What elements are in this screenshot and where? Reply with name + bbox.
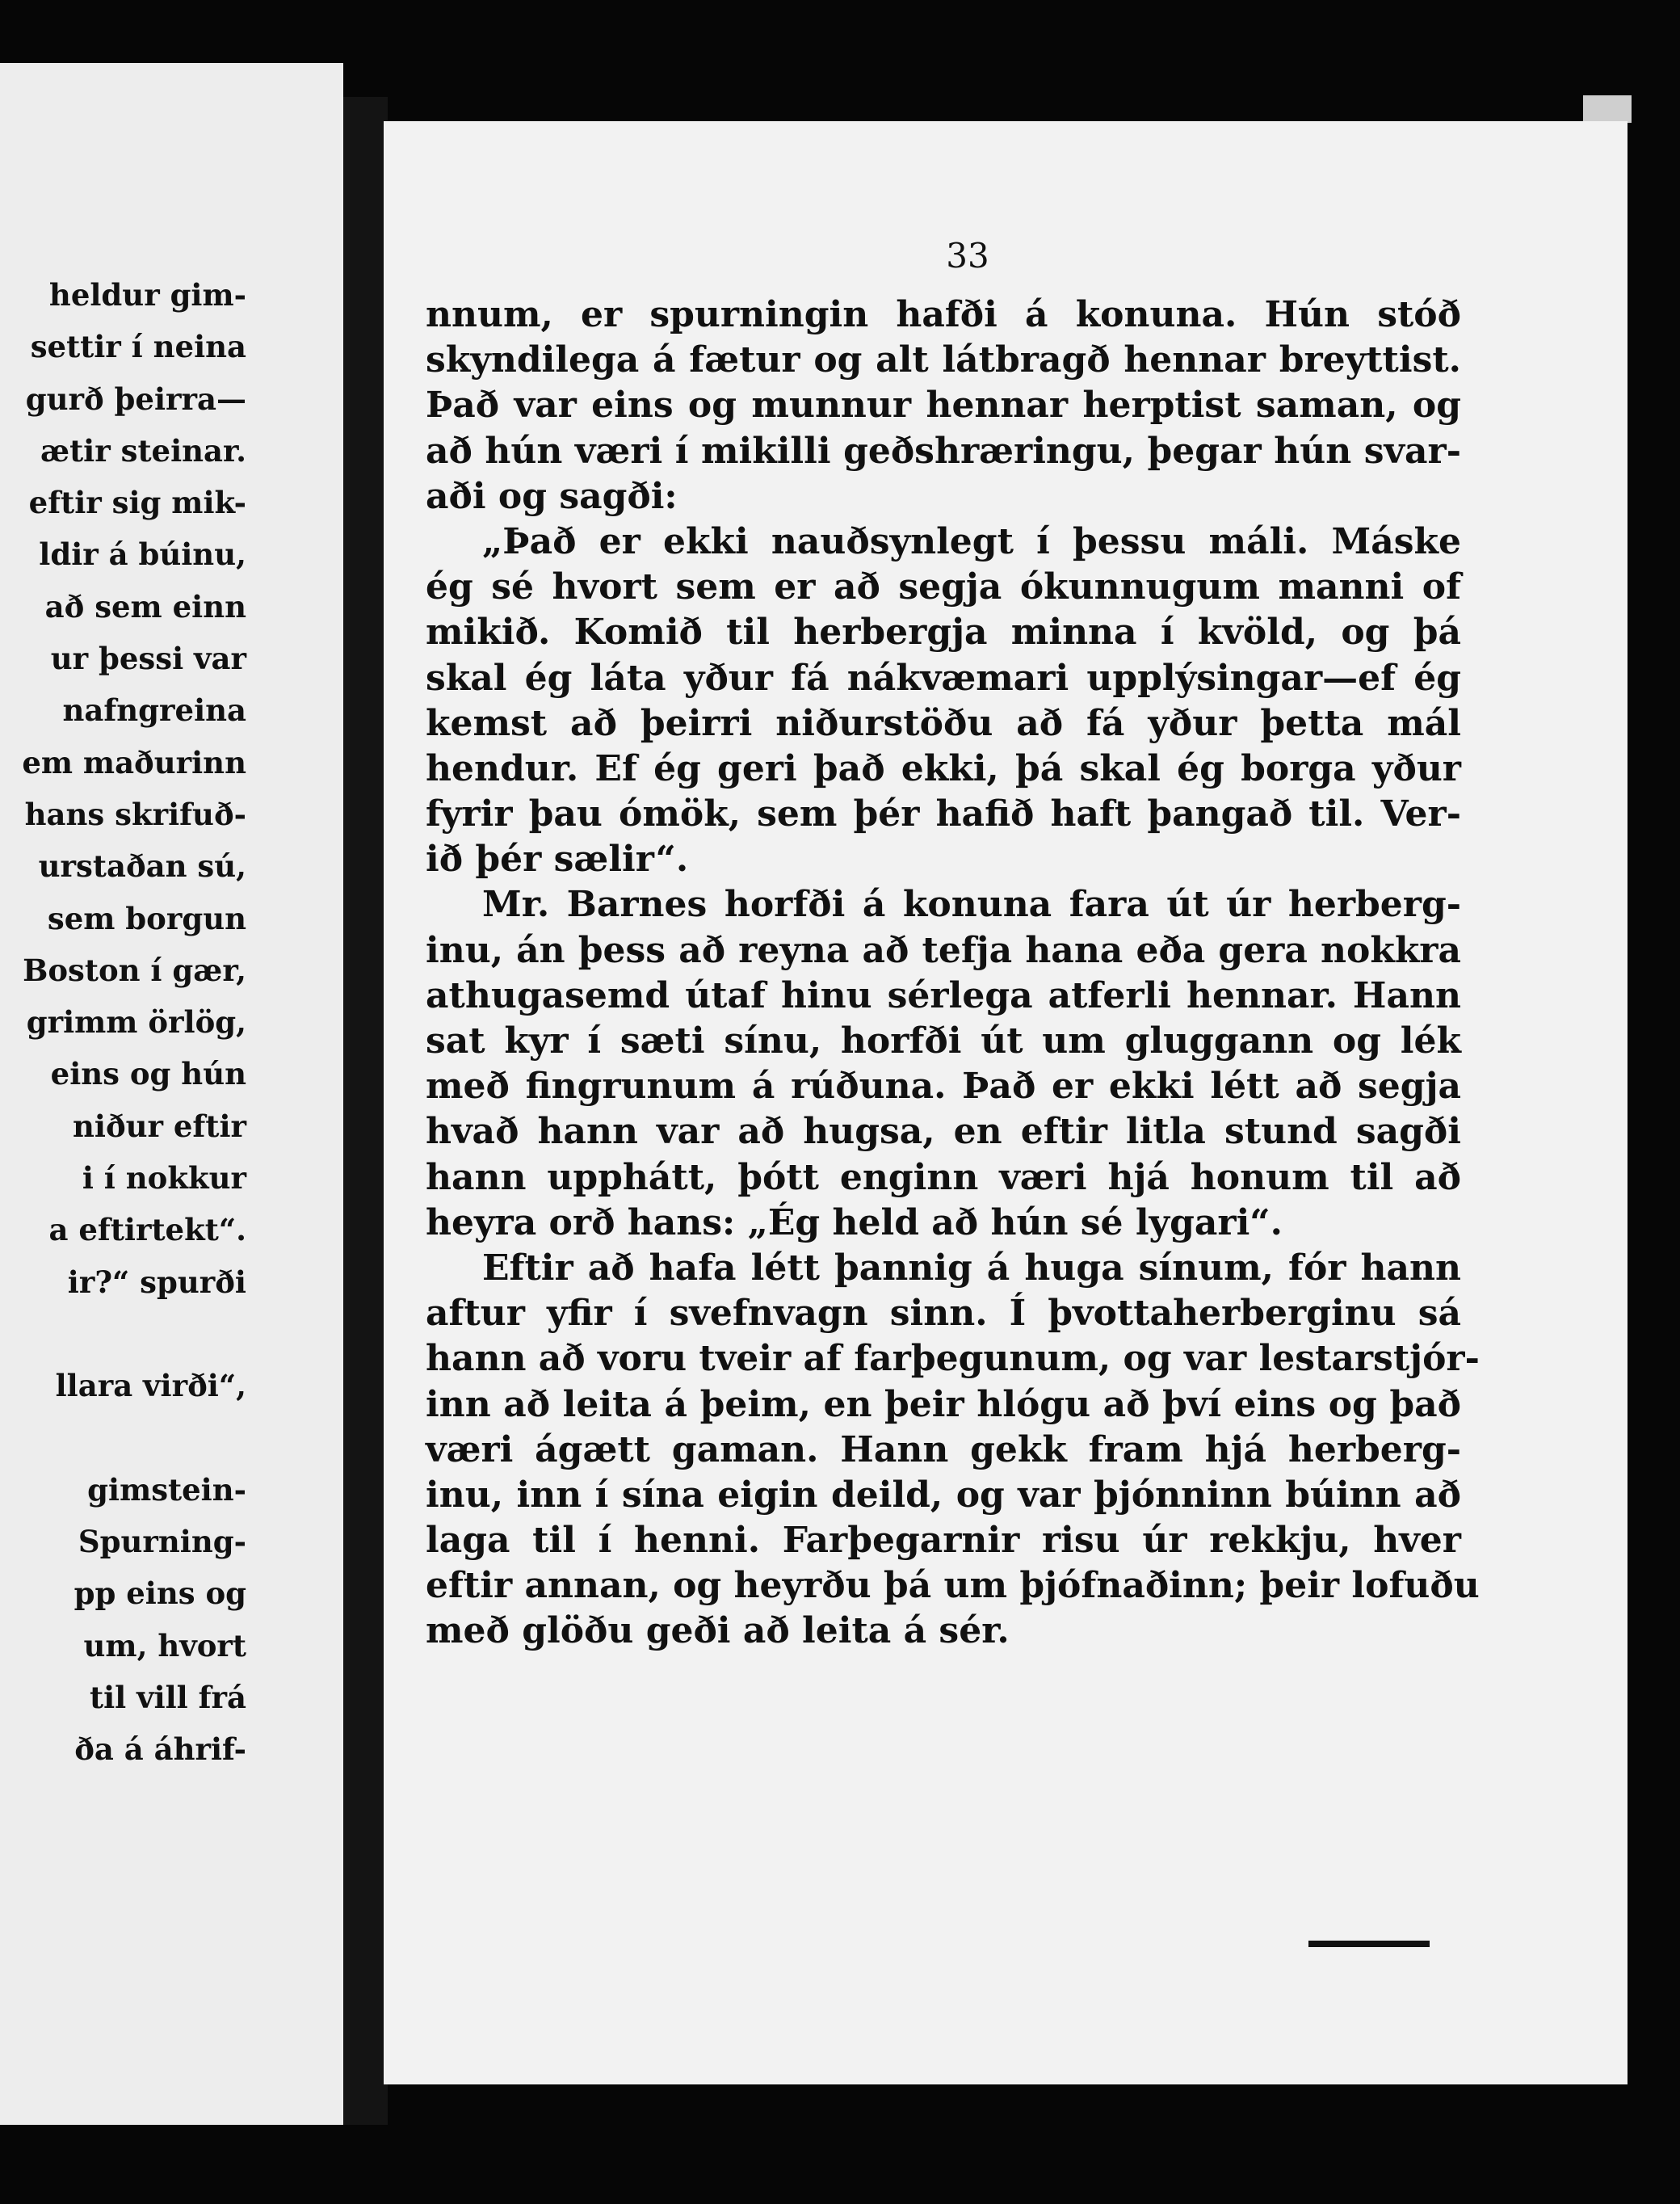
text-line: Mr. Barnes horfði á konuna fara út úr herberg-	[482, 884, 1461, 926]
left-line: ir?“ spurði	[67, 1264, 246, 1300]
left-line: nafngreina	[62, 692, 246, 729]
text-line: „Það er ekki nauðsynlegt í þessu máli. Máske	[482, 520, 1461, 562]
text-line: skyndilega á fætur og alt látbragð hennar breyttist.	[426, 339, 1461, 381]
left-line: llara virði“,	[55, 1368, 246, 1404]
left-line: ætir steinar.	[40, 432, 246, 469]
left-line: sem borgun	[47, 900, 246, 936]
left-line: pp eins og	[74, 1575, 246, 1612]
left-line: settir í neina	[30, 329, 246, 365]
left-line: ða á áhrif-	[74, 1731, 246, 1768]
left-line: Boston í gær,	[23, 952, 246, 988]
left-line-blank	[0, 1412, 246, 1464]
left-line: ur þessi var	[50, 641, 246, 677]
text-line: eftir annan, og heyrðu þá um þjófnaðinn; þeir lofuðu	[426, 1565, 1480, 1607]
left-page-text	[0, 269, 246, 1776]
text-line: skal ég láta yður fá nákvæmari upplýsingar—ef ég	[426, 657, 1461, 699]
section-end-rule	[1308, 1941, 1430, 1947]
text-line: sat kyr í sæti sínu, horfði út um gluggann og lék	[426, 1020, 1461, 1062]
text-line: inu, án þess að reyna að tefja hana eða gera nokkra	[426, 929, 1461, 971]
text-line: ið þér sælir“.	[426, 839, 689, 881]
left-line: eftir sig mik-	[28, 485, 246, 521]
text-line: væri ágætt gaman. Hann gekk fram hjá herberg-	[426, 1428, 1461, 1470]
left-line: i í nokkur	[82, 1160, 246, 1197]
text-line: aði og sagði:	[426, 475, 678, 517]
text-line: athugasemd útaf hinu sérlega atferli hennar. Hann	[426, 974, 1461, 1016]
text-line: Eftir að hafa létt þannig á huga sínum, fór hann	[482, 1247, 1461, 1289]
text-line: að hún væri í mikilli geðshræringu, þegar hún svar-	[426, 430, 1461, 472]
book-gutter	[343, 97, 388, 2125]
left-line: niður eftir	[72, 1108, 246, 1144]
text-line: Það var eins og munnur hennar herptist saman, og	[426, 385, 1461, 427]
text-line: inn að leita á þeim, en þeir hlógu að því eins og það	[426, 1383, 1461, 1425]
text-line: laga til í henni. Farþegarnir risu úr rekkju, hver	[426, 1520, 1461, 1562]
left-line: urstaðan sú,	[38, 848, 246, 885]
left-line: til vill frá	[89, 1680, 246, 1716]
text-line: hendur. Ef ég geri það ekki, þá skal ég borga yður	[426, 747, 1461, 789]
text-line: hvað hann var að hugsa, en eftir litla stund sagði	[426, 1111, 1461, 1153]
text-line: með fingrunum á rúðuna. Það er ekki létt að segja	[426, 1066, 1461, 1108]
text-line: hann upphátt, þótt enginn væri hjá honum til að	[426, 1156, 1461, 1198]
text-line: heyra orð hans: „Ég held að hún sé lygari“.	[426, 1201, 1283, 1243]
left-line: um, hvort	[83, 1627, 246, 1664]
left-line: hans skrifuð-	[24, 796, 246, 832]
left-line: a eftirtekt“.	[48, 1212, 246, 1248]
text-line: nnum, er spurningin hafði á konuna. Hún stóð	[426, 294, 1461, 335]
text-line: með glöðu geði að leita á sér.	[426, 1610, 1010, 1652]
page-number: 33	[946, 236, 989, 276]
left-line: ldir á búinu,	[39, 536, 246, 573]
left-line: grimm örlög,	[26, 1004, 246, 1041]
text-line: inu, inn í sína eigin deild, og var þjónninn búinn að	[426, 1474, 1461, 1516]
text-line: hann að voru tveir af farþegunum, og var lestarstjór-	[426, 1338, 1480, 1380]
left-line: Spurning-	[78, 1524, 246, 1560]
text-line: aftur yfir í svefnvagn sinn. Í þvottaherberginu sá	[426, 1293, 1461, 1335]
left-line: em maðurinn	[22, 744, 246, 780]
text-line: fyrir þau ómök, sem þér hafið haft þangað til. Ver-	[426, 793, 1461, 835]
page-corner-mark	[1583, 95, 1632, 123]
text-line: kemst að þeirri niðurstöðu að fá yður þetta mál	[426, 702, 1461, 744]
left-line: eins og hún	[50, 1056, 246, 1092]
left-line-blank	[0, 1308, 246, 1360]
right-page-text	[426, 292, 1480, 1655]
right-page	[384, 121, 1628, 2084]
left-line: gurð þeirra—	[25, 381, 246, 417]
left-page	[0, 63, 343, 2125]
left-line: gimstein-	[87, 1471, 246, 1508]
left-line: heldur gim-	[48, 277, 246, 313]
text-line: mikið. Komið til herbergja minna í kvöld, og þá	[426, 612, 1461, 654]
text-line: ég sé hvort sem er að segja ókunnugum manni of	[426, 566, 1461, 608]
left-line: að sem einn	[44, 588, 246, 625]
